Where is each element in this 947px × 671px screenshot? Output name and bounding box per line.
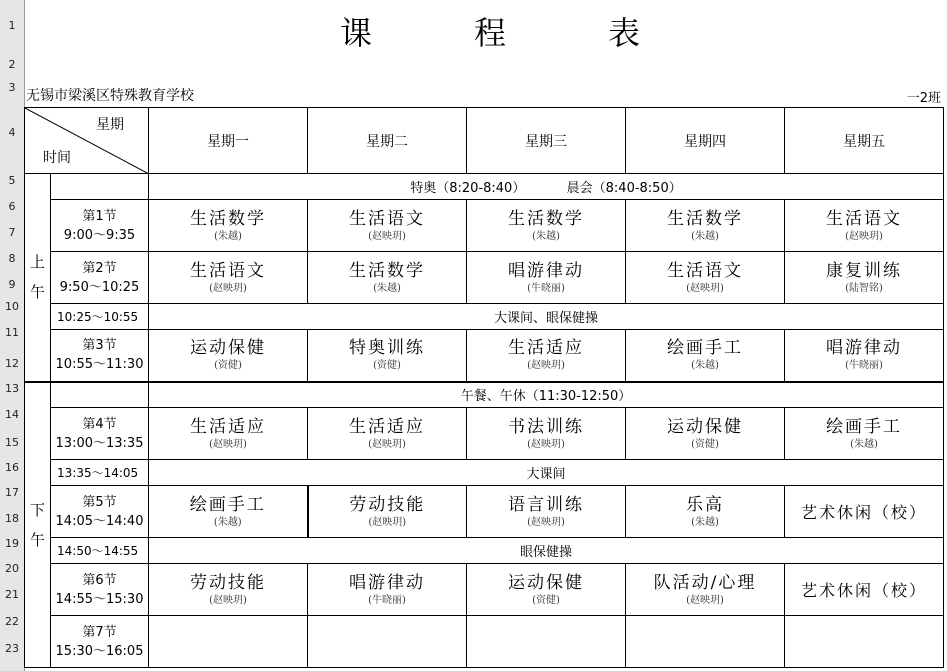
row-number: 4	[8, 126, 16, 139]
row-number: 16	[5, 461, 19, 474]
row-number: 11	[5, 326, 19, 339]
teacher-name: (赵映玥)	[368, 438, 406, 450]
period-time: 9:50～10:25	[59, 279, 140, 295]
subject-name: 绘画手工	[667, 338, 743, 359]
class-cell	[785, 252, 944, 304]
class-cell	[785, 330, 944, 382]
banner-spacer	[51, 382, 149, 408]
teacher-name: (资健)	[532, 594, 560, 606]
banner-cell: 特奥（8:20-8:40） 晨会（8:40-8:50）	[149, 174, 944, 200]
teacher-name: (朱越)	[850, 438, 878, 450]
schedule-table	[24, 107, 944, 668]
subject-name: 语言训练	[508, 494, 584, 515]
period-cell	[51, 252, 149, 304]
class-cell	[626, 616, 785, 668]
class-cell	[149, 252, 308, 304]
period-cell	[51, 200, 149, 252]
row-number: 20	[5, 562, 19, 575]
teacher-name: (赵映玥)	[686, 282, 724, 294]
teacher-name: (赵映玥)	[209, 594, 247, 606]
period-time: 15:30～16:05	[55, 643, 144, 659]
period-time: 14:55～15:30	[55, 591, 144, 607]
class-cell	[308, 616, 467, 668]
day-header-fri: 星期五	[785, 108, 944, 174]
period-cell	[51, 616, 149, 668]
class-cell	[467, 564, 626, 616]
break-activity: 眼保健操	[149, 538, 944, 564]
row-number: 9	[8, 278, 16, 291]
teacher-name: (朱越)	[213, 516, 242, 528]
teacher-name: (赵映玥)	[845, 230, 883, 242]
class-cell	[149, 408, 308, 460]
time-axis-label: 时间	[43, 150, 71, 166]
class-cell	[308, 252, 467, 304]
subject-name: 生活数学	[190, 208, 266, 229]
teacher-name: (赵映玥)	[527, 516, 565, 528]
class-cell	[626, 408, 785, 460]
subject-name: 绘画手工	[826, 416, 902, 437]
row-number: 8	[8, 252, 16, 265]
period-name: 第2节	[82, 260, 117, 276]
teacher-name: (赵映玥)	[527, 438, 565, 450]
teacher-name: (赵映玥)	[686, 594, 724, 606]
row-number: 3	[8, 81, 16, 94]
period-cell	[51, 408, 149, 460]
row-number: 6	[8, 200, 16, 213]
break-time: 14:50～14:55	[51, 538, 149, 564]
period-time: 14:05～14:40	[55, 513, 144, 529]
subject-name: 劳动技能	[349, 494, 426, 515]
row-number: 18	[5, 512, 19, 525]
class-cell	[308, 486, 467, 538]
class-cell	[467, 330, 626, 382]
title-char-2: 程	[473, 14, 506, 52]
class-cell	[149, 486, 308, 538]
period-name: 第7节	[82, 624, 117, 640]
row-number: 10	[5, 300, 19, 313]
class-cell	[626, 252, 785, 304]
row-number: 23	[5, 642, 19, 655]
teacher-name: (牛晓丽)	[845, 360, 883, 372]
session-morning	[25, 174, 51, 382]
subject-name: 生活语文	[667, 260, 743, 281]
title-char-1: 课	[340, 14, 373, 52]
row-number: 17	[5, 486, 19, 499]
subject-name: 生活适应	[190, 416, 266, 437]
teacher-name: (朱越)	[214, 230, 242, 242]
row-number: 5	[8, 174, 16, 187]
weekday-axis-label: 星期	[96, 117, 124, 133]
row-number: 1	[8, 19, 16, 32]
subject-name: 劳动技能	[190, 572, 266, 593]
break-time: 13:35～14:05	[51, 460, 149, 486]
session-label-char: 午	[29, 530, 45, 549]
class-cell	[467, 200, 626, 252]
row-number: 21	[5, 588, 19, 601]
teacher-name: (牛晓丽)	[527, 282, 565, 294]
class-cell	[149, 200, 308, 252]
subject-name: 生活适应	[508, 338, 584, 359]
subject-name: 书法训练	[508, 416, 584, 437]
class-cell	[149, 616, 308, 668]
page-title	[340, 8, 640, 52]
day-header-mon: 星期一	[149, 108, 308, 174]
class-cell	[785, 616, 944, 668]
subject-name: 运动保健	[190, 338, 266, 359]
subject-name: 生活语文	[349, 208, 425, 229]
header-corner-cell	[25, 108, 149, 174]
teacher-name: (资健)	[214, 360, 242, 372]
class-name: 一2班	[906, 91, 941, 106]
period-name: 第5节	[82, 494, 117, 510]
class-cell	[308, 408, 467, 460]
period-cell	[51, 564, 149, 616]
class-cell	[308, 330, 467, 382]
teacher-name: (资健)	[373, 360, 401, 372]
row-number: 7	[8, 226, 16, 239]
period-name: 第3节	[82, 338, 117, 354]
period-name: 第4节	[82, 416, 117, 432]
subject-name: 艺术休闲（校）	[800, 503, 927, 522]
teacher-name: (牛晓丽)	[368, 594, 406, 606]
row-number: 22	[5, 615, 19, 628]
class-cell	[308, 200, 467, 252]
period-name: 第6节	[82, 572, 117, 588]
subject-name: 唱游律动	[826, 338, 902, 359]
subject-name: 艺术休闲（校）	[800, 581, 927, 600]
period-time: 10:55～11:30	[55, 357, 144, 373]
class-cell	[467, 408, 626, 460]
session-label-char: 上	[29, 253, 45, 272]
subject-name: 运动保健	[508, 572, 584, 593]
subject-name: 运动保健	[667, 416, 743, 437]
day-header-thu: 星期四	[626, 108, 785, 174]
break-time: 10:25～10:55	[51, 304, 149, 330]
subject-name: 生活数学	[349, 260, 425, 281]
class-cell	[785, 200, 944, 252]
row-number: 15	[5, 436, 19, 449]
subject-name: 生活数学	[667, 208, 743, 229]
banner-cell: 午餐、午休（11:30-12:50）	[149, 382, 944, 408]
teacher-name: (赵映玥)	[209, 438, 247, 450]
subject-name: 特奥训练	[349, 338, 425, 359]
subject-name: 唱游律动	[349, 572, 425, 593]
subject-name: 唱游律动	[508, 260, 584, 281]
teacher-name: (赵映玥)	[527, 360, 565, 372]
teacher-name: (陆智铭)	[845, 282, 883, 294]
class-cell	[467, 616, 626, 668]
teacher-name: (朱越)	[691, 360, 719, 372]
row-number: 2	[8, 58, 16, 71]
teacher-name: (赵映玥)	[368, 230, 406, 242]
teacher-name: (赵映玥)	[209, 282, 247, 294]
banner-spacer	[51, 174, 149, 200]
class-cell	[626, 200, 785, 252]
row-header-strip	[0, 0, 25, 671]
class-cell	[626, 564, 785, 616]
teacher-name: (朱越)	[691, 516, 719, 528]
row-number: 12	[5, 357, 19, 370]
period-cell	[51, 330, 149, 382]
class-cell	[149, 564, 308, 616]
period-time: 13:00～13:35	[55, 435, 144, 451]
subject-name: 绘画手工	[189, 494, 266, 515]
period-cell	[51, 486, 149, 538]
class-cell	[626, 330, 785, 382]
class-cell	[308, 564, 467, 616]
row-number: 13	[5, 382, 19, 395]
teacher-name: (资健)	[691, 438, 719, 450]
class-cell	[785, 408, 944, 460]
subject-name: 生活语文	[190, 260, 266, 281]
day-header-wed: 星期三	[467, 108, 626, 174]
period-name: 第1节	[82, 208, 117, 224]
teacher-name: (赵映玥)	[368, 516, 407, 528]
row-number: 19	[5, 537, 19, 550]
subject-name: 乐高	[686, 494, 724, 515]
class-cell	[785, 564, 944, 616]
subject-name: 康复训练	[826, 260, 902, 281]
session-label-char: 午	[29, 283, 45, 302]
class-cell	[467, 252, 626, 304]
session-label-char: 下	[29, 500, 45, 519]
subject-name: 生活适应	[349, 416, 425, 437]
class-cell	[785, 486, 944, 538]
teacher-name: (朱越)	[373, 282, 401, 294]
row-number: 14	[5, 408, 19, 421]
class-cell	[149, 330, 308, 382]
break-activity: 大课间	[149, 460, 944, 486]
title-char-3: 表	[607, 14, 640, 52]
school-name: 无锡市梁溪区特殊教育学校	[26, 88, 194, 104]
period-time: 9:00～9:35	[63, 227, 136, 243]
subject-name: 生活数学	[508, 208, 584, 229]
subject-name: 队活动/心理	[653, 572, 757, 593]
day-header-tue: 星期二	[308, 108, 467, 174]
session-afternoon	[25, 382, 51, 668]
class-cell	[467, 486, 626, 538]
teacher-name: (朱越)	[691, 230, 719, 242]
class-cell	[626, 486, 785, 538]
subject-name: 生活语文	[826, 208, 902, 229]
teacher-name: (朱越)	[532, 230, 560, 242]
break-activity: 大课间、眼保健操	[149, 304, 944, 330]
